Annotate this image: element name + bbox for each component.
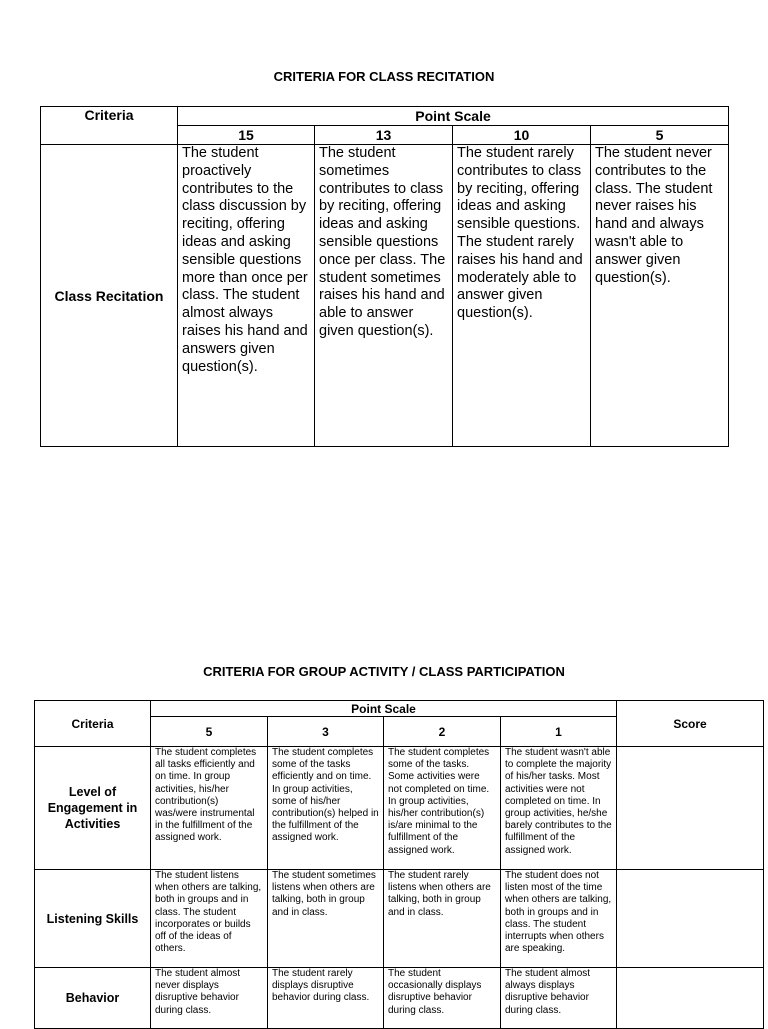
row-label: Class Recitation (41, 145, 178, 447)
rubric-cell: The student occasionally displays disruptive behavior during class. (384, 968, 501, 1029)
rubric-cell: The student rarely listens when others are talking, both in group and in class. (384, 870, 501, 968)
rubric-cell: The student completes some of the tasks efficiently and on time. In group activities, some of his/her contribution(s) helped in the fulfillment of the assigned work. (268, 747, 384, 870)
table-row (41, 145, 729, 447)
point-scale-header: Point Scale (151, 701, 617, 717)
score-header: Score (617, 701, 764, 747)
point-value: 13 (315, 126, 453, 145)
criteria-header: Criteria (35, 701, 151, 747)
rubric-cell: The student rarely displays disruptive behavior during class. (268, 968, 384, 1029)
point-value: 10 (453, 126, 591, 145)
score-cell[interactable] (617, 747, 764, 870)
rubric-cell: The student rarely contributes to class by reciting, offering ideas and asking sensible questions. The student rarely raises his hand and moderately able to answer given question(s). (453, 145, 591, 447)
rubric-cell: The student never contributes to the class. The student never raises his hand and always wasn't able to answer given question(s). (591, 145, 729, 447)
rubric-cell: The student proactively contributes to the class discussion by reciting, offering ideas and asking sensible questions more than once per class. The student almost always raises his hand and answers given question(s). (178, 145, 315, 447)
row-label: Listening Skills (35, 870, 151, 968)
rubric-cell: The student almost always displays disruptive behavior during class. (501, 968, 617, 1029)
recitation-title: CRITERIA FOR CLASS RECITATION (273, 69, 495, 84)
point-value: 5 (151, 717, 268, 747)
rubric-cell: The student completes all tasks efficiently and on time. In group activities, his/her contribution(s) was/were instrumental in the fulfillment of the assigned work. (151, 747, 268, 870)
score-cell[interactable] (617, 968, 764, 1029)
group-activity-title: CRITERIA FOR GROUP ACTIVITY / CLASS PARTICIPATION (203, 664, 565, 679)
rubric-cell: The student almost never displays disruptive behavior during class. (151, 968, 268, 1029)
point-scale-header: Point Scale (178, 107, 729, 126)
rubric-cell: The student completes some of the tasks. Some activities were not completed on time. In group activities, his/her contribution(s) is/are minimal to the fulfillment of the assigned work. (384, 747, 501, 870)
rubric-cell: The student wasn't able to complete the majority of his/her tasks. Most activities were not completed on time. In group activities, he/she barely contributes to the fulfillment of the assigned work. (501, 747, 617, 870)
row-label: Behavior (35, 968, 151, 1029)
row-label: Level of Engagement in Activities (35, 747, 151, 870)
rubric-cell: The student does not listen most of the time when others are talking, both in groups and in class. The student interrupts when others are speaking. (501, 870, 617, 968)
table-row (35, 870, 764, 968)
point-value: 5 (591, 126, 729, 145)
point-value: 2 (384, 717, 501, 747)
rubric-cell: The student sometimes listens when others are talking, both in group and in class. (268, 870, 384, 968)
criteria-header: Criteria (41, 107, 178, 145)
point-value: 1 (501, 717, 617, 747)
table-row (35, 747, 764, 870)
score-cell[interactable] (617, 870, 764, 968)
recitation-rubric-table (40, 106, 729, 447)
group-activity-rubric-table (34, 700, 764, 1029)
table-row (35, 968, 764, 1029)
point-value: 15 (178, 126, 315, 145)
rubric-cell: The student listens when others are talking, both in groups and in class. The student incorporates or builds off of the ideas of others. (151, 870, 268, 968)
point-value: 3 (268, 717, 384, 747)
rubric-cell: The student sometimes contributes to class by reciting, offering ideas and asking sensible questions once per class. The student sometimes raises his hand and able to answer given question(s). (315, 145, 453, 447)
